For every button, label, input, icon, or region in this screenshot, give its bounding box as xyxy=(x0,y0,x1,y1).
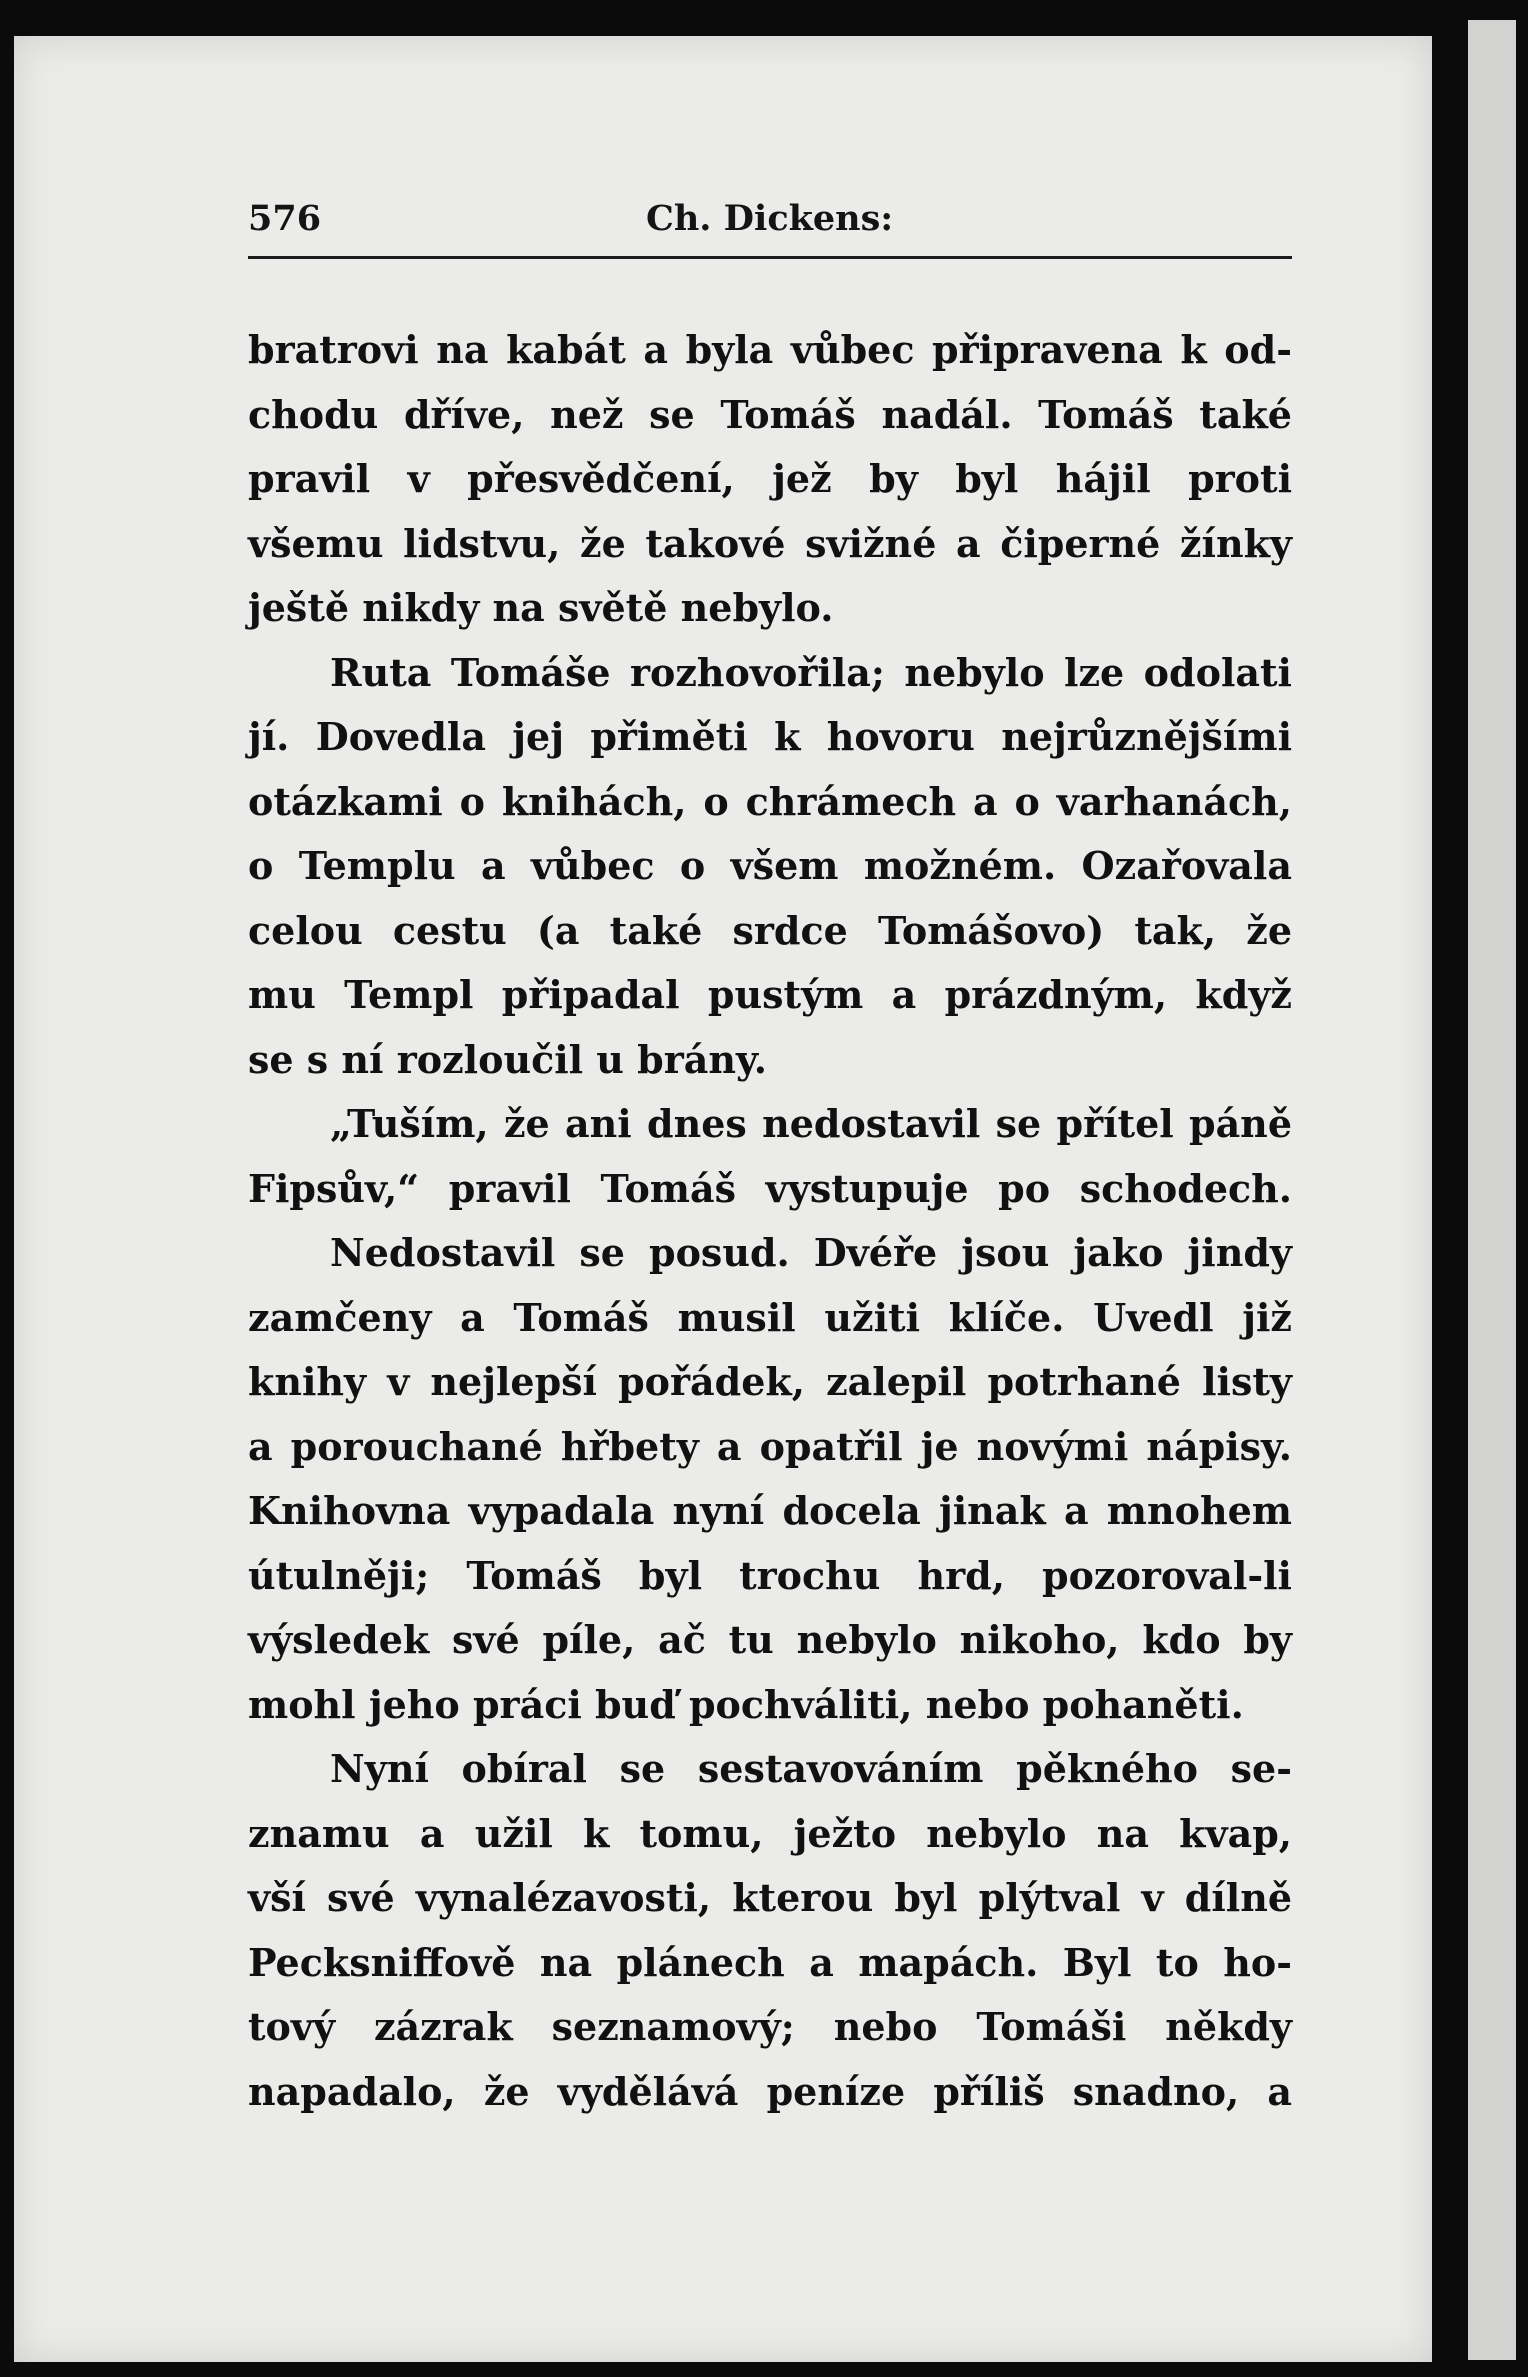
text-line: výsledek své píle, ač tu nebylo nikoho, kdo by xyxy=(248,1617,1292,1662)
text-line: mohl jeho práci buď pochváliti, nebo pohaněti. xyxy=(248,1681,1244,1727)
text-line: chodu dříve, než se Tomáš nadál. Tomáš také xyxy=(248,391,1292,437)
text-line: Pecksniffově na plánech a mapách. Byl to ho- xyxy=(248,1939,1292,1985)
text-line: všemu lidstvu, že takové svižné a čiperné žínky xyxy=(248,520,1292,566)
text-line: celou cestu (a také srdce Tomášovo) tak, že xyxy=(248,907,1292,953)
running-head: Ch. Dickens: xyxy=(646,198,894,239)
text-line: Nedostavil se posud. Dvéře jsou jako jindy xyxy=(330,1230,1292,1275)
text-line: Ruta Tomáše rozhovořila; nebylo lze odolati xyxy=(330,649,1292,695)
text-line: jí. Dovedla jej přiměti k hovoru nejrůznějšími xyxy=(248,714,1292,759)
text-line: a porouchané hřbety a opatřil je novými nápisy. xyxy=(248,1423,1292,1469)
next-page-edge xyxy=(1468,20,1516,2360)
text-line: mu Templ připadal pustým a prázdným, když xyxy=(248,972,1292,1017)
text-line: tový zázrak seznamový; nebo Tomáši někdy xyxy=(248,2004,1292,2049)
text-line: zamčeny a Tomáš musil užiti klíče. Uvedl již xyxy=(248,1294,1292,1340)
text-line: vší své vynalézavosti, kterou byl plýtval v dílně xyxy=(248,1875,1292,1920)
text-line: Nyní obíral se sestavováním pěkného se- xyxy=(330,1746,1292,1791)
text-line: Fipsův,“ pravil Tomáš vystupuje po schodech. xyxy=(248,1165,1292,1211)
text-line: napadalo, že vydělává peníze příliš snadno, a xyxy=(248,2068,1292,2114)
text-line: Knihovna vypadala nyní docela jinak a mnohem xyxy=(248,1488,1292,1533)
page-header xyxy=(248,190,1292,250)
text-line: útulněji; Tomáš byl trochu hrd, pozoroval-li xyxy=(248,1552,1292,1598)
text-line: „Tuším, že ani dnes nedostavil se přítel páně xyxy=(330,1101,1292,1146)
text-line: bratrovi na kabát a byla vůbec připravena k od- xyxy=(248,327,1292,372)
text-line: se s ní rozloučil u brány. xyxy=(248,1036,767,1082)
text-line: otázkami o knihách, o chrámech a o varhanách, xyxy=(248,778,1292,824)
text-line: o Templu a vůbec o všem možném. Ozařovala xyxy=(248,843,1292,888)
header-rule xyxy=(248,256,1292,259)
text-line: ještě nikdy na světě nebylo. xyxy=(248,585,834,630)
text-line: pravil v přesvědčení, jež by byl hájil proti xyxy=(248,456,1292,501)
body-text xyxy=(248,318,1292,2124)
text-line: knihy v nejlepší pořádek, zalepil potrhané listy xyxy=(248,1359,1292,1404)
page-number: 576 xyxy=(248,198,322,239)
text-line: znamu a užil k tomu, ježto nebylo na kvap, xyxy=(248,1810,1292,1856)
